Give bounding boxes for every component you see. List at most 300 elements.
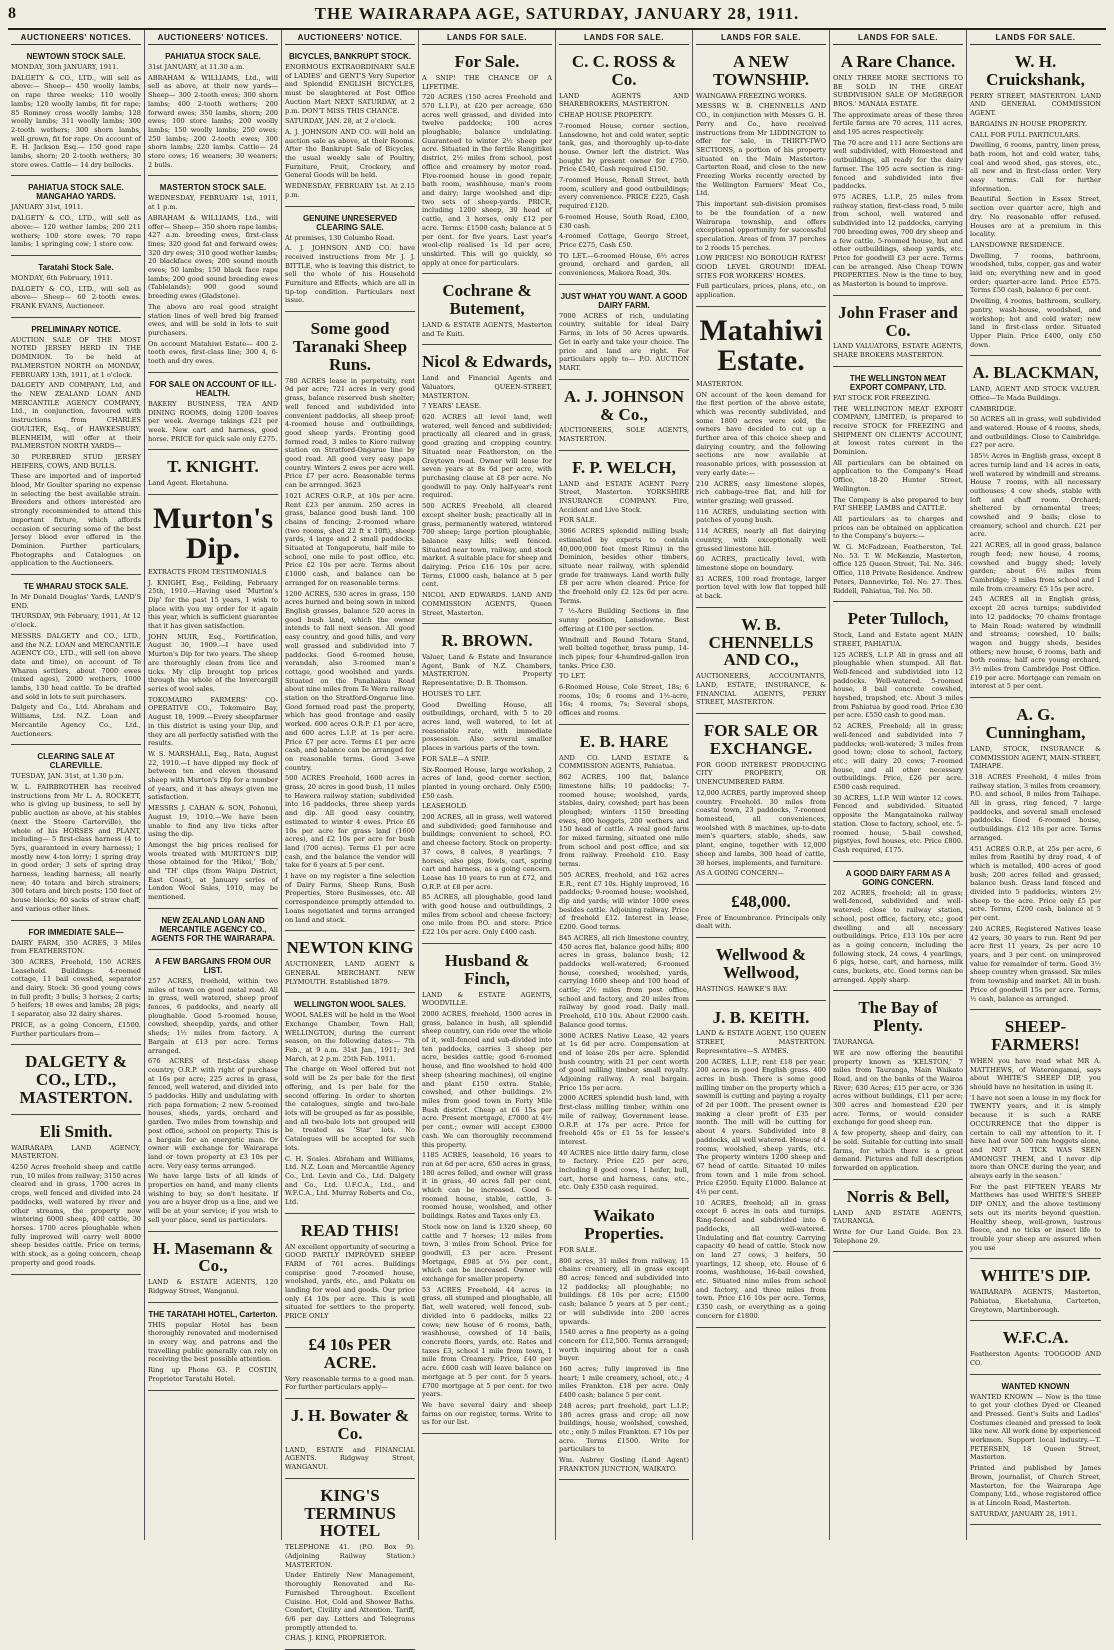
ad-text: AUCTIONEER, LAND AGENT & GENERAL MERCHANT. NEW PLYMOUTH. Established 1879.	[285, 960, 415, 986]
ad-text: WHEN you have read what MR A. MATTHEWS, of Waterongamai, says about WHITE'S SHEEP DIP, you should have no hesitation in using it.	[970, 1056, 1101, 1091]
ad-text: FOR SALE.	[559, 1245, 597, 1254]
ad-title: W. H. Cruickshank,	[986, 52, 1085, 89]
advertisement	[11, 321, 141, 575]
advertisement	[11, 748, 141, 920]
ad-text: 40 ACRES nice little dairy farm, close to factory. Price £25 per acre, including 8 good cows, 1 heifer, bull, cart, horse and harness, cans, etc., etc. Only £350 cash required.	[559, 1148, 689, 1192]
ad-text: LAND, AGENT AND STOCK VALUER. Office—Te Mada Buildings.	[970, 385, 1101, 402]
ad-text: HASTINGS. HAWKE'S BAY.	[696, 984, 788, 993]
ad-text: Windmill and Round Totara Stand, well bolted together, brass pump, 14-inch pipes; four 4-hundred-gallon iron tanks. Price £30.	[559, 635, 689, 670]
advertisement	[559, 48, 689, 285]
ad-text: 620 ACRES all level land, well watered, well fenced and subdivided; practically all cleared and in grass, good grazing and cropping country. Situated near Featherston, on the Greytown road. Owner will lease for seven years at 8s 6d per acre, with purchasing clause at £8 per acre. No goodwill to pay. Only half-year's rent required.	[422, 413, 552, 500]
ad-title: John Fraser and Co.	[838, 302, 958, 340]
advertisement	[696, 1004, 826, 1328]
ad-text: 2000 ACRES splendid bush land, with first-class milling timber, within one mile of railway, Government lease. O.R.P. at 17s per acre. Price for freehold 45s or £1 5s for lessee's interest.	[559, 1094, 689, 1146]
advertisement	[833, 1183, 963, 1253]
ad-text: FOR SALE.	[559, 516, 597, 525]
ad-title: Peter Tulloch,	[847, 609, 949, 629]
ad-text: TAURANGA.	[833, 1038, 875, 1047]
advertisement	[11, 48, 141, 176]
ad-title: Murton's Dip.	[153, 501, 273, 565]
ad-text: THE WELLINGTON MEAT EXPORT COMPANY, LIMITED, is prepared to receive STOCK for FREEZING and SHIPMENT ON CLIENTS' ACCOUNT, at lowest rates current in the Dominion.	[833, 404, 963, 457]
ad-text: 200 ACRES, L.I.P., rent £18 per year. 200 acres in good English grass. 400 acres in bush. There is some good milling timber on the property which a sawmill is cutting and paying a royalty of 2d per 100ft. The present owner is making a clear profit of £35 per month. The mill will be cutting for about 4 years. Subdivided into 8 paddocks, all well watered. House of 4 rooms, woolshed, sheep yards, etc. The property winters 1200 sheep and 67 head of cattle. Situated 10 miles from town and 1 mile from school. Price £2950. Equity £1000. Balance at 4½ per cent.	[696, 1057, 826, 1197]
ad-title: Eli Smith.	[39, 1121, 113, 1141]
ad-text: 2000 ACRES, freehold, 1500 acres in grass, balance in bush, all splendid sheep country, can ride over the whole of it, well-fenced and sub-divided into ten paddocks, carries 3 sheep per acre, besides cattle; good 6-roomed house, and fine woolshed to hold 400 sheep (shearing machines), oil engine and plant £150 extra. Stable, cowshed, and other buildings. 2½ miles from good town in Forty Mile Bush district. Cheap at £6 15s per acre. Present mortgage, £7000 at 4½ per cent.; owner will accept £3000 cash. We can thoroughly recommend this property.	[422, 1009, 552, 1149]
advertisement	[148, 179, 278, 372]
ad-text: LAND & ESTATE AGENT, 150 QUEEN STREET, MASTERTON. Representative—S. AYMES.	[696, 1029, 826, 1055]
ad-text: 7 ½-Acre Building Sections in fine sunny position, Lansdowne. Best offering at £100 per section.	[559, 607, 689, 633]
ad-text: J. KNIGHT, Esq., Feilding, February 25th, 1910.—Having used 'Murton's Dip' for the past 15 years, I wish to place with you my order for it again this year, which is sufficient guarantee that it has given satisfaction.	[148, 578, 278, 631]
advertisement	[559, 288, 689, 380]
ad-text: 500 ACRES Freehold, all cleared except shelter bush; practically all in grass, permanently watered, wintered 700 sheep; large portion ploughable, balance easy hills; well fenced. Situated near town, railway, and stock market. A suitable place for sheep and dairying. Price £16 10s per acre. Terms, £1000 cash, balance at 5 per cent.	[422, 502, 552, 589]
advertisement	[285, 315, 415, 931]
ad-text: TO LET.	[559, 672, 586, 681]
ad-text: 53 ACRES Freehold, 44 acres in grass, all stumped and ploughable, all flat, well watered, well fenced, sub-divided into 6 paddocks, milks 22 cows; new house of 6 rooms, bath, washhouse, cowshed of 14 bails, concrete floors, yards, etc. Rates and taxes £3, school 1 mile from town, 1 mile from Creamery. Price, £40 per acre. £600 cash will leave balance on mortgage at 5 per cent. for 5 years. £700 mortgage at 5 per cent. for two years.	[422, 1285, 552, 1399]
ad-text: DAIRY FARM, 350 ACRES, 3 Miles from FEATHERSTON.	[11, 938, 141, 956]
advertisement	[696, 941, 826, 1000]
ad-text: 240 ACRES, Registered Natives lease 42 years, 30 years to run. Rent 9d per acre first 11 years, 2s per acre 10 years, and 3 per cent. on unimproved value for remainder of term. Good 3½ sheep country when grassed. Six miles from township and market. All in bush. Price of goodwill 15s per acre. Terms, ½ cash, balance as arranged.	[970, 924, 1101, 1003]
ad-text: TELEPHONE 41. (P.O. Box 9). (Adjoining Railway Station.) MASTERTON.	[285, 1543, 415, 1569]
advertisement	[696, 888, 826, 938]
column-3	[282, 30, 419, 1643]
ad-text: Land and Financial Agents and Valuators, QUEEN-STREET, MASTERTON.	[422, 374, 552, 400]
ad-text: At premises, 130 Columbo Road.	[285, 233, 395, 242]
ad-text: WANTED KNOWN — Now is the time to get your clothes Dyed or Cleaned and Pressed. Gent's Suits and Ladies' Costumes cleaned and pressed to look like new. All work done by experienced workmen. Support local industry.—T. PETERSEN, 18 Queen Street, Masterton.	[970, 1392, 1101, 1462]
ad-title: TE WHARAU STOCK SALE.	[23, 582, 129, 592]
ad-text: DALGETY & CO., LTD., will sell as above:— 120 wether lambs; 200 211 wethers; 100 store ewes; 70 rape lambs; 1 springing cow; 1 store cow.	[11, 214, 141, 249]
advertisement	[148, 498, 278, 909]
ad-text: Write for Our Land Guide. Box 23. Telephone 29.	[833, 1227, 963, 1245]
ad-text: ABRAHAM & WILLIAMS, Ltd., will sell as above, at their new yards— Sheep— 300 2-tooth ewes; 300 shorn lambs; 400 2-tooth wethers; 200 forward ewes; 350 lambs, shorn; 200 ewes; 100 store lambs; 200 woolly lambs; 150 woolly lambs; 250 ewes; 250 lambs; 200 2-tooth ewes; 300 shorn lambs; 220 lambs. Cattle— 24 store cows; 16 weaners; 30 weaners; 2 bulls.	[148, 73, 278, 169]
ad-text: 3066 ACRES splendid milling bush; estimated by experts to contain 40,000,000 feet (most Rimu) in the Dominion, besides other timbers, situate near railway, with splendid grade for tramways. Land worth fully £8 per acre when cleared. Price for the freehold only £2 12s 6d per acre. Terms.	[559, 527, 689, 605]
ad-text: Printed and published by James Brown, journalist, of Church Street, Masterton, for the Wairarapa Age Company, Ltd., whose registered office is at Lincoln Road, Masterton.	[970, 1464, 1101, 1507]
ad-text: 676 ACRES of first-class sheep country, O.R.P. with right of purchase at 16s per acre; 225 acres in grass, fenced, well watered, and divided into 5 paddocks. Hilly and undulating with rich papa formation; 2 new 5-roomed houses, sheds, yards, orchard and garden. Two miles from township and post office, school on property. This is a bargain for an energetic man. Or owner will exchange for Wairarapa land or town property at £3 10s per acre. Very easy terms arranged.	[148, 1057, 278, 1170]
column-header: LANDS FOR SALE.	[833, 30, 963, 45]
advertisement	[970, 1013, 1101, 1259]
ad-text: 7-roomed House, corner section, Lansdowne, hot and cold water, septic tank, gas, and thoroughly up-to-date house. Owner left the district. Was bought by present owner for £750. Price £540, Cash required £150.	[559, 121, 689, 174]
ad-text: WE are now offering the beautiful property known as 'KELSTON,' 7 miles from Tauranga, Main Waikato Road, and on the banks of the Wairoa River; 630 Acres; £15 per acre, or 336 acres without buildings, £11 per acre; 300 acres and homestead £20 per acre. Terms, or would consider exchange for good sheep run.	[833, 1048, 963, 1127]
ad-title: NEWTOWN STOCK SALE.	[26, 52, 126, 61]
ad-text: AUCTIONEERS, SOLE AGENTS, MASTERTON.	[559, 426, 689, 444]
advertisement	[696, 310, 826, 608]
ad-title: Matahiwi Estate.	[699, 313, 823, 377]
ad-text: 200 ACRES, all in grass, well watered and subdivided; good farmhouse and buildings; convenient to school, P.O. and cheese factory. Stock on property: 37 cows, 8 calves, 8 yearlings, 7 horses, also pigs, fowls, cart, spring cart and harness, as a going concern. Lease has 10 years to run at £72, and O.R.P. at £8 per acre.	[422, 813, 552, 891]
ad-text: TUESDAY, JAN. 31st, at 1.30 p.m.	[11, 772, 124, 781]
ad-text: Dwelling, 6 rooms, pantry, linen press, bath room, hot and cold water, tubs, coal and wood shed, gas stoves, etc., all new and in first-class order. Very easy terms. Call for further information.	[970, 141, 1101, 193]
ad-text: BAKERY BUSINESS, TEA AND DINING ROOMS, doing 1200 loaves per week. Average takings £21 per week. New cart and harness, good horse. PRICE for quick sale only £275.	[148, 399, 278, 443]
ad-text: LEASEHOLD.	[422, 802, 468, 811]
ad-text: 125 ACRES, L.I.P. All in grass and all ploughable when stumped. All flat. Well-fenced and subdivided into 12 paddocks. Well-watered. 5-roomed house, 8 bail concrete cowshed, hayshed, trapshed, etc. About 3 miles from Pahiatua by good road. Price £30 per acre. £550 cash to good man.	[833, 650, 963, 720]
advertisement	[422, 348, 552, 624]
ad-text: TOKOMAIRO FARMERS' CO-OPERATIVE CO., Tokomairo Bay, August 18, 1909.—Every sheepfarmer in this district is using your Dip, and they are all perfectly satisfied with the results.	[148, 695, 278, 748]
ad-text: FAT STOCK FOR FREEZING.	[833, 393, 931, 402]
ad-text: WAINGAWA FREEZING WORKS.	[696, 91, 807, 100]
ad-text: BARGAINS IN HOUSE PROPERTY.	[970, 119, 1088, 128]
column-8	[967, 30, 1104, 1540]
ad-text: 248 acres; part freehold, part L.I.P.; 180 acres grass and crop; all now buildings, house, woolshed, cowshed, etc.; only 5 miles Frankton. £7 10s per acre. Terms £1500. Write for particulars to	[559, 1401, 689, 1454]
advertisement	[970, 701, 1101, 1010]
ad-title: FOR SALE ON ACCOUNT OF ILL-HEALTH.	[149, 379, 277, 398]
ad-text: Under Entirely New Management, thoroughly Renovated and Re-Furnished Throughout. Excellent Cuisine. Hot, Cold and Shower Baths. Comfort, Civility and Attention. Tariff, 6/6 per day. Letters and Telegrams promptly attended to.	[285, 1571, 415, 1632]
ad-title: W.F.C.A.	[1002, 1328, 1069, 1348]
ad-title: BICYCLES, BANKRUPT STOCK.	[288, 52, 412, 61]
ad-text: WAIRARAPA AGENTS, Masterton, Pahiatua, Eketahuna, Carterton, Greytown, Martinborough.	[970, 1288, 1101, 1314]
ad-title: A FEW BARGAINS FROM OUR LIST.	[154, 956, 272, 975]
advertisement	[970, 1262, 1101, 1321]
ad-text: WAIRARAPA LAND AGENCY, MASTERTON.	[11, 1143, 141, 1161]
ad-text: PRICE, as a going Concern, £1500. Further particulars from—	[11, 1020, 141, 1038]
advertisement	[148, 1235, 278, 1303]
page-number: 8	[8, 5, 16, 22]
advertisement	[11, 179, 141, 256]
ad-text: 451 ACRES O.R.P., at 25s per acre, 6 miles from Raetihi by dray road, 4 of which is metalled, 400 acres of good bush; 200 acres felled and grassed, balance bush. Grass land fenced and divided into 5 paddocks, winters 2½ sheep to the acre. Price only £5 per acre. Terms, £200 cash, balance at 5 per cent.	[970, 844, 1101, 923]
ad-text: PERRY STREET, MASTERTON. LAND AND GENERAL COMMISSION AGENT.	[970, 91, 1101, 118]
ad-title: A. BLACKMAN,	[972, 363, 1099, 383]
ad-text: ENORMOUS EXTRAORDINARY SALE of LADIES' and GENT'S Very Superior and Splendid ENGLISH BICYCLES, must be slaughtered at Post Office Auction Mart NEXT SATURDAY, at 2 p.m. DON'T MISS THIS CHANCE.	[285, 63, 415, 115]
ad-title: Wellwood & Wellwood,	[715, 945, 807, 982]
ad-title: For Sale.	[454, 52, 520, 71]
columns	[8, 30, 1106, 1643]
ad-text: LAND & ESTATE AGENTS, Masterton and Te Kuiti.	[422, 321, 552, 338]
ad-text: On account Matahiwi Estate— 400 2-tooth ewes, first-class line; 300 4, 6-tooth and dry ewes.	[148, 339, 278, 366]
ad-text: EXTRACTS FROM TESTIMONIALS	[148, 567, 267, 576]
ad-text: 7-roomed House, Renall Street, bath room, scullery and good outbuildings; every convenience. PRICE £225, Cash required £120.	[559, 176, 689, 211]
ad-title: WANTED KNOWN	[1001, 1381, 1070, 1391]
ad-text: 318 ACRES Freehold, 4 miles from railway station, 3 miles from creamery, P.O. and school, 8 miles from Taihape. All in grass, ring fenced, 7 large paddocks, and several small enclosed paddocks. Good 6-roomed house, outbuildings. £12 10s per acre. Terms arranged.	[970, 772, 1101, 842]
ad-title: T. KNIGHT.	[167, 457, 259, 477]
column-header: LANDS FOR SALE.	[422, 30, 552, 45]
ad-title: C. C. ROSS & Co.	[571, 52, 677, 89]
ad-text: FOR SALE—A SNIP.	[422, 754, 490, 763]
ad-text: Good Dwelling House, all outbuildings, orchard, with 5 to 20 acres land, well watered, to let at reasonable rate, with immediate possession. Also several smaller places in various parts of the town.	[422, 700, 552, 753]
ad-title: Some good Taranaki Sheep Runs.	[292, 319, 408, 374]
column-header: AUCTIONEERS' NOTICE.	[285, 30, 415, 45]
ad-text: 81 ACRES, 100 road frontage, larger portion level with low flat topped hill at back.	[696, 574, 826, 601]
ad-text: 6-Roomed House, Cole Street, 18s; 6 rooms, 10s; 6 rooms and 1½-acre, 16s; 4 rooms, 7s; Several shops, offices and rooms.	[559, 683, 689, 718]
ad-text: 4250 Acres freehold sheep and cattle run, 10 miles from railway; 3150 acres cleared and in grass, 1700 acres in crops, well fenced and divided into 24 paddocks, well watered by river and other streams, the property now wintering 6000 sheep, 400 cattle, 30 horses. 1700 acres ploughable when fully improved will carry well 8000 sheep besides cattle. Price on terms, with stock, as a going concern, cheap property and good roads.	[11, 1163, 141, 1267]
newspaper-title: THE WAIRARAPA AGE, SATURDAY, JANUARY 28, 1911.	[314, 4, 800, 23]
masthead	[8, 0, 1106, 30]
ad-text: Land Agent. Eketahuna.	[148, 479, 229, 488]
ad-text: LANSDOWNE RESIDENCE.	[970, 240, 1065, 249]
ad-text: Very reasonable terms to a good man. For further particulars apply—	[285, 1374, 415, 1392]
ad-text: JANUARY 31st, 1911.	[11, 203, 83, 212]
ad-text: SATURDAY, JAN. 28, at 2 o'clock.	[285, 117, 397, 126]
ad-text: 780 ACRES lease in perpetuity, rent 9d per acre; 721 acres in very good grass, balance reserved bush shelter; well fenced and subdivided into convenient paddocks, all sheep proof; 4-roomed house and outbuildings, good sheep yards. Fronting good formed road, 3 miles to Kiore railway station on Stratford-Ongarue line by good road. All good very easy papa country. Winters 2 ewes per acre well. Price £7 per acre. Reasonable terms can be arranged. 3623	[285, 376, 415, 490]
ad-text: A SNIP! THE CHANCE OF A LIFETIME.	[422, 73, 552, 91]
ad-title: £48,000.	[731, 891, 791, 911]
column-1	[8, 30, 145, 1540]
ad-text: We have several dairy and sheep farms on our register, terms. Write to us for our list.	[422, 1400, 552, 1427]
ad-text: 720 ACRES (150 acres Freehold and 570 L.I.P.), at £20 per acreage, 650 acres well grassed, and divided into twelve paddocks; 100 acres ploughable; balance undulating. Guaranteed to winter 2½ sheep per acre. Situated in the fertile Rangitikei district, 2½ miles from school, post office and creamery by motor road. Five-roomed house in good repair, bath room, washhouse, man's room and dairy; large woolshed and dip; two sets of sheep-yards. PRICE, including 1200 sheep, 30 head of cattle, and 3 horses, only £12 per acre. Terms: £1500 cash; balance at 5 per cent. for five years. Last year's wool-clip realised 1s 1d per acre, unskirted. This will go quickly, so apply at once for particulars.	[422, 93, 552, 267]
column-header: LANDS FOR SALE.	[559, 30, 689, 45]
advertisement	[970, 1378, 1101, 1526]
ad-title: THE TARATAHI HOTEL, Carterton.	[148, 1309, 278, 1319]
ad-text: Dalgety and Co., Ltd. Abraham and Williams, Ltd. N.Z. Loan and Mercantile Agency Co., Ltd., Auctioneers.	[11, 703, 141, 738]
ad-text: 4-roomed Cottage, George Street, Price £275, Cash £50.	[559, 232, 689, 249]
ad-text: LAND, STOCK, INSURANCE & COMMISSION AGENT, MAIN-STREET, TAIHAPE.	[970, 744, 1101, 771]
ad-text: 210 ACRES, easy limestone slopes, rich cabbage-tree flat, and hill for winter grazing; well grassed.	[696, 479, 826, 505]
ad-text: 3000 ACRES Native Lease, 42 years at 1s 6d per acre. Compensation at end of lease 20s per acre. Splendid bush country, with 21 per cent worth of good milling timber, small royalty. Adjoining railway. A real bargain. Price 15s per acre.	[559, 1031, 689, 1092]
ad-text: W. G. McFadzean, Featherston, Tel. No. 53. T. W. McKenzie, Masterton, office 125 Queen Street, Tel. No. 346. Office, 118 Private Residence. Andrew Peters, Dannevirke, Tel. No. 27. Thos. Riddell, Pahiatua, Tel. No. 50.	[833, 543, 963, 595]
ad-text: MESSRS DALGETY and CO., LTD., and the N.Z. LOAN and MERCANTILE AGENCY CO., LTD., will sell (on above date and time), on account of Te Wharau settlers, about 7000 ewes (mixed ages), 2000 wethers, 1000 lambs, 130 head cattle. To be drafted and sold in lots to suit purchasers.	[11, 631, 141, 701]
advertisement	[285, 1217, 415, 1328]
ad-text: LAND & ESTATE AGENTS, 120 Ridgway Street, Wanganui.	[148, 1278, 278, 1295]
advertisement	[11, 1118, 141, 1275]
advertisement	[559, 728, 689, 1199]
advertisement	[148, 376, 278, 451]
column-7	[830, 30, 967, 1540]
ad-text: Wm. Aubrey Gosling (Land Agent) FRANKTON JUNCTION, WAIKATO.	[559, 1456, 689, 1473]
ad-text: SATURDAY, JANUARY 28, 1911.	[970, 1509, 1078, 1518]
advertisement	[833, 48, 963, 296]
ad-title: A. J. JOHNSON & Co.,	[564, 386, 684, 424]
advertisement	[833, 299, 963, 367]
advertisement	[285, 1331, 415, 1399]
ad-text: Full particulars, prices, plans, etc., on application.	[696, 282, 826, 300]
ad-text: 185½ Acres in English grass, except 8 acres turnip land and 14 acres in oats, well watered by windmill and streams. House 7 rooms, with all necessary outhouses; 4 cow sheds, stable with loft and chaff room. Orchard; sheltered by ornamental trees; cowshed and 9 bails; close to creamery, school and church. £21 per acre.	[970, 452, 1101, 539]
ad-title: J. H. Bowater & Co.	[290, 1405, 410, 1443]
ad-title: MASTERTON STOCK SALE.	[159, 183, 267, 193]
ad-text: LAND AGENTS AND SHAREBROKERS, MASTERTON.	[559, 91, 689, 109]
ad-title: E. B. HARE	[579, 731, 669, 751]
ad-text: 500 ACRES Freehold, 1600 acres in grass, 20 acres in good bush, 11 miles to Hawera railway station; subdivided into 16 paddocks, three sheep yards and dip. All good easy country, estimated to winter 4 ewes. Price £6 10s per acre for grass land (1600 acres), and £2 10s per acre for bush land (700 acres). Terms £1 per acre cash, and the balance the vendor will take for 6 years at 5 per cent.	[285, 774, 415, 870]
ad-text: 1200 ACRES, 530 acres in grass, 150 acres burned and being sown in mixed English grasses, balance 520 acres in good bush land, which the owner intends to fall next season. All good easy country, and good hills, and very well grassed and subdivided into 7 paddocks. Good 6-roomed house, verandah, also 3-roomed man's cottage, good woolshed and yards. Situated on the Punahakau Road about nine miles from Te Wera railway station on the Stratford-Ongarue line. Good formed road past the property, which has good frontage and easily worked. 600 acres O.R.P. £1 per acre, and 600 acres L.I.P. at 1s per acre. Price £7 per acre. Terms £1 per acre cash, and balance can be arranged for on reasonable terms. Good 3-ewe country.	[285, 589, 415, 772]
ad-text: Stock now on land is 1320 sheep, 60 cattle and 7 horses; 12 miles from town, 3 miles from School. Price for goodwill, £3 per acre. Present Mortgage, £985 at 5¼ per cent., which can be increased. Owner will exchange for smaller property.	[422, 1222, 552, 1284]
advertisement	[833, 370, 963, 602]
advertisement	[696, 611, 826, 714]
ad-text: All particulars can be obtained on application to the Company's Head Office, 18-20 Hunter Street, Wellington.	[833, 458, 963, 493]
column-2	[145, 30, 282, 1540]
ad-text: 60 ACRES, practically level, with limestone slope on boundary.	[696, 555, 826, 572]
ad-text: 202 ACRES, freehold; all in grass; well-fenced, subdivided and well-watered; close to railway station, school, post office, factory, etc.; good dwelling and all necessary outbuildings. Price, £13 10s per acre as a going concern, including the following stock, 24 cows, 4 yearlings, 6 pigs, horse, cart, and harness, milk cans, buckets, etc. Good terms can be arranged. Apply sharp.	[833, 888, 963, 984]
ad-text: 1021 ACRES O.R.P., at 10s per acre. Rent £23 per annum. 250 acres in grass, balance good bush land. 100 chains of fencing; 2-roomed whare (two rooms, shed 22 ft x 10ft), sheep yards, 4 large and 2 small paddocks. Situated at Tongaporutu, half mile to school, one mile to post office, etc. Price £2 10s per acre. Terms about £1000 cash, and balance can be arranged for on reasonable terms.	[285, 491, 415, 587]
advertisement	[970, 48, 1101, 356]
ad-title: SHEEP-FARMERS!	[991, 1017, 1080, 1055]
ad-text: AUCTION SALE OF THE MOST NOTED JERSEY HERD IN THE DOMINION. To be held at PALMERSTON NORTH on MONDAY, FEBRUARY 13th, 1911, at 1 o'clock.	[11, 335, 141, 379]
ad-title: Nicol & Edwards,	[422, 352, 552, 372]
column-5	[556, 30, 693, 1540]
ad-text: 160 acres; fully improved in fine heart; 1 mile creamery, school, etc.; 4 miles Frankton. £18 per acre. Only £400 cash; balance 5 per cent.	[559, 1365, 689, 1400]
ad-title: W. B. CHENNELLS AND CO.,	[708, 614, 814, 670]
ad-title: THE WELLINGTON MEAT EXPORT COMPANY, LTD.	[849, 373, 947, 392]
advertisement	[422, 627, 552, 944]
ad-text: 7 YEARS' LEASE.	[422, 402, 481, 411]
ad-title: A NEW TOWNSHIP.	[713, 52, 809, 89]
ad-title: £4 10s PER ACRE.	[308, 1334, 392, 1372]
ad-title: PAHIATUA STOCK SALE.	[165, 52, 261, 61]
ad-text: DALGETY & CO., LTD., will sell as above:— Sheep— 450 woolly lambs, on rape three weeks; 110 woolly lambs; 120 woolly lambs, fit for rape; 85 Romney cross woolly lambs; 128 woolly lambs; 311 woolly lambs; 300 2-tooth wethers; 300 shorn lambs, well grown, fit for rape. On account of E. H. Jackson Esq.— 150 good rape lambs, shorn; 20 2-tooth wethers; 30 store ewes. Cattle— 14 dry bullocks.	[11, 73, 141, 169]
advertisement	[559, 383, 689, 451]
ad-text: DALGETY & CO., LTD., will sell as above— Sheep— 60 2-tooth ewes. FRANK EVANS, Auctioneer.	[11, 284, 141, 311]
ad-text: CHAS. J. KING, PROPRIETOR.	[285, 1634, 387, 1643]
ad-text: 975 ACRES, L.I.P., 25 miles from railway station, first-class road, 5 mile from school, well watered and subdivided into 12 paddocks, carrying 700 breeding ewes, 700 dry sheep and a few cattle. 5-roomed house, hut and other outbuildings, sheep yards, etc. Price for goodwill £3 per acre. Terms can be arranged. Also Cheap TOWN PROPERTIES. Now is the time to buy, as Masterton is bound to improve.	[833, 192, 963, 289]
ad-text: W. L. FAIRBROTHER has received instructions from Mr L. A. ROCKETT, who is giving up business, to sell by public auction as above, at his stables (next the Steere Carterville), the whole of his HORSES and PLANT, including— 5 first-class harness (4 to 5yrs, guaranteed in every harness); 1 mostly new 4-ton lorry; 1 spring dray in good order; 3 sets of spring dray harness, leading harness, all nearly new; 40 totara and birch strainers; 300 totara and birch posts; 150 feet of house blocks; 60 sacks of straw chaff, and various other lines.	[11, 783, 141, 913]
ad-title: Waikato Properties.	[584, 1206, 664, 1244]
advertisement	[148, 48, 278, 176]
ad-text: 221 ACRES, all in good grass, balance rough feed; new house, 4 rooms, cowshed and buggy shed; lovely garden; about 6½ miles from Cambridge; 3 miles from school and 1 mile from creamery. £5 15s per acre.	[970, 541, 1101, 593]
advertisement	[833, 865, 963, 992]
ad-title: A Rare Chance.	[840, 52, 956, 71]
ad-text: 85 ACRES, all ploughable, good land with good house and outbuildings, 2 miles from school and cheese factory; one mile from P.O. and store. Price £22 10s per acre. Only £400 cash.	[422, 893, 552, 937]
ad-title: Norris & Bell,	[846, 1186, 950, 1206]
ad-title: CLEARING SALE AT CLAREVILLE.	[37, 752, 115, 771]
ad-text: 6-roomed House, South Road, £300, £30 cash.	[559, 212, 689, 230]
advertisement	[148, 953, 278, 1232]
column-header: AUCTIONEERS' NOTICES.	[11, 30, 141, 45]
ad-text: MONDAY, 30th JANUARY, 1911.	[11, 63, 119, 71]
ad-title: FOR SALE OR EXCHANGE.	[703, 721, 819, 758]
ad-text: 31st JANUARY, at 11.30 a.m.	[148, 63, 245, 71]
ad-title: R. BROWN.	[441, 631, 533, 651]
advertisement	[285, 48, 415, 207]
ad-text: MONDAY, 6th February, 1911.	[11, 273, 113, 282]
ad-text: HOUSES TO LET.	[422, 689, 482, 698]
ad-text: Featherston Agents: TOOGOOD AND CO.	[970, 1350, 1101, 1367]
ad-text: CAMBRIDGE.	[970, 404, 1017, 413]
ad-text: JOHN MUIR, Esq., Fortification, August 30, 1909.—I have used Murton's Dip for two years. The sheep are thoroughly clean from lice and ticks. My clip brought top prices through the whole of the Invercargill series of wool sales.	[148, 632, 278, 693]
ad-text: 50 ACRES all in grass, well subdivided and watered. House of 4 rooms, sheds, and outbuildings. Close to Cambridge. £27 per acre.	[970, 415, 1101, 450]
ad-text: TO LET.—6-roomed House, 6½ acres ground, orchard and garden, all conveniences, Makora Road, 30s.	[559, 251, 689, 278]
ad-text: A. J. JOHNSON AND CO. will hold an auction sale as above, at their Rooms. After the Bankrupt Sale of Bicycles, the usual weekly sale of Poultry, Furniture, Fruit, Crockery, and General Goods will be held.	[285, 127, 415, 180]
advertisement	[970, 1324, 1101, 1374]
advertisement	[285, 934, 415, 993]
column-4	[419, 30, 556, 1540]
ad-text: 257 ACRES, freehold, within two miles of town on good metal road. All in grass, well watered, sheep proof fences, 6 paddocks, and nearly all ploughable. Good 5-roomed house, cowshed, sheepdip, yards, and other sheds; 1½ miles from factory. A Bargain at £13 per acre. Terms arranged.	[148, 976, 278, 1055]
ad-title: FOR IMMEDIATE SALE—	[28, 927, 124, 937]
ad-text: 862 ACRES, 100 flat, balance limestone hills; 10 paddocks; 7-roomed house; woolshed, yards, stables, dairy, cowshed; part has been ploughed; winters 1150 breeding ewes, 800 hoggets, 200 wethers and 150 head of cattle. A real good farm for mixed farming, situated one mile from school and post office, and six from railway. Freehold £10. Easy terms.	[559, 773, 689, 869]
ad-text: 1185 ACRES, leasehold, 16 years to run at 6d per acre, 650 acres in grass, 180 acres felled, and owner will grass it in grass, 40 acres fall per cent, which can be increased. Good 6-roomed house, stable, cattle, 3-roomed house, woolshed, and other buildings. Rates and Taxes only £3.	[422, 1151, 552, 1221]
ad-text: THIS popular Hotel has been thoroughly renovated and modernised in every way, and patrons and the travelling public generally can rely on receiving the best possible attention.	[148, 1320, 278, 1364]
advertisement	[696, 717, 826, 885]
ad-title: Cochrane & Butement,	[442, 281, 532, 319]
ad-text: In Mr Donald Douglas' Yards, LAND'S END.	[11, 593, 141, 610]
ad-text: A few property, sheep and dairy, can be sold. Suitable for cutting into small farms, for which there is a great demand. Pictures and full description forwarded on application.	[833, 1129, 963, 1172]
ad-text: LAND VALUATORS, ESTATE AGENTS, SHARE BROKERS MASTERTON.	[833, 342, 963, 360]
ad-title: J. B. KEITH.	[712, 1007, 810, 1027]
ad-text: I have on my register a fine selection of Dairy Farms, Sheep Runs, Bush Properties, Store Businesses, etc. All correspondence promptly attended to. Loans negotiated and terms arranged on land and stock.	[285, 872, 415, 924]
ad-text: 30 ACRES, L.I.P. Will winter 12 cows. Fenced and subdivided. Situated opposite the Mangatainoka railway station. Close to factory, school, etc. 5-roomed house, 5-bail cowshed, pigstyes, fowl houses, etc. Price £800. Cash required, £175.	[833, 793, 963, 854]
ad-title: NEW ZEALAND LOAN AND MERCANTILE AGENCY CO., AGENTS FOR THE WAIRARAPA.	[151, 915, 275, 943]
ad-title: WELLINGTON WOOL SALES.	[294, 1000, 406, 1010]
ad-text: WEDNESDAY, FEBRUARY 1st, 1911, at 1 p.m.	[148, 194, 278, 212]
advertisement	[970, 359, 1101, 698]
advertisement	[11, 1048, 141, 1115]
ad-text: CHEAP HOUSE PROPERTY.	[559, 111, 653, 120]
ad-text: MESSRS W. B. CHENNELLS AND CO., in conjunction with Messrs G. H. Perry and Co., have received instructions from Mr LIDDINGTON to offer for sale, in THIRTY-TWO SECTIONS, a portion of his property situated on the Main Masterton-Carterton Road, and close to the new Freezing Works recently erected by the Wellington Farmers' Meat Co., Ltd.	[696, 102, 826, 198]
ad-title: READ THIS!	[300, 1220, 400, 1240]
ad-text: AUCTIONEERS, ACCOUNTANTS, LAND, ESTATE, INSURANCE, & FINANCIAL AGENTS, PERRY STREET, MASTERTON.	[696, 672, 826, 707]
ad-text: 800 acres, 31 miles from railway, 15 chains creamery, all in grass except 80 acres; fenced and subdivided into 12 paddocks; all ploughable; no buildings. £8 10s per acre; £1500 cash; balance 5 years at 5 per cent.; or will subdivide into 200 acres upwards.	[559, 1256, 689, 1326]
ad-text: ABRAHAM & WILLIAMS, Ltd., will offer— Sheep— 350 shorn rape lambs; 427 a.m. breeding ewes, first-class lines; 320 good fat and forward ewes; 320 dry ewes; 310 good wether lambs; 20 blackface ewes; 200 sound mouth ewes; 50 lambs; 150 black face rape lambs; 200 good sound breeding ewes (Tablelands); 900 good sound breeding ewes (Gladstone).	[148, 213, 278, 301]
ad-text: MASTERTON.	[696, 379, 744, 388]
ad-text: LAND & ESTATE AGENTS, WOODVILLE.	[422, 990, 552, 1008]
ad-text: C. H. Scales. Abraham and Williams, Ltd. N.Z. Loan and Mercantile Agency Co., Ltd. Levin and Co., Ltd. Dalgety and Co., Ltd. U.F.C.A., Ltd., and W.F.C.A., Ltd. Murray Roberts and Co., Ltd.	[285, 1154, 415, 1207]
ad-text: 114 ACRES, nearly all flat dairying country, with exceptionally well grassed limestone hill.	[696, 527, 826, 553]
ad-text: A. J. JOHNSON AND CO. have received instructions from Mr J. J. BITTLE, who is leaving this district, to sell the whole of his Household Furniture and Effects, which are all in tip-top condition. Particulars next issue.	[285, 244, 415, 305]
ad-text: WOOL SALES will be held in the Wool Exchange Chamber, Town Hall, WELLINGTON, during the current season, on the following dates:— 7th Feb., at 9 a.m. 31st Jan., 1911; 3rd March, at 2 p.m. 25th Feb. 1911.	[285, 1011, 415, 1063]
ad-text: Amongst the big prices realised for wools treated with MURTON'S DIP, those obtained for the 'Hikoi,' 'Bob,' and 'TH' clips (from Waipu District, East Coast), at January series of London Wool Sales, 1910, may be mentioned.	[148, 840, 278, 902]
ad-text: The Company is also prepared to buy FAT SHEEP, LAMBS and CATTLE.	[833, 495, 963, 513]
ad-text: ONLY THREE MORE SECTIONS TO BE SOLD IN THE GREAT SUBDIVISION SALE OF McGREGOR BROS.' MANAIA ESTATE.	[833, 73, 963, 108]
advertisement	[285, 996, 415, 1213]
ad-title: PAHIATUA STOCK SALE. MANGAHAO YARDS.	[28, 183, 124, 202]
ad-text: LAND, ESTATE and FINANCIAL AGENTS. Ridgway Street, WANGANUI.	[285, 1445, 415, 1472]
column-header: LANDS FOR SALE.	[970, 30, 1101, 45]
ad-text: 116 ACRES, undulating section with patches of young bush.	[696, 507, 826, 525]
ad-text: FOR GOOD INTEREST PRODUCING CITY PROPERTY, OR UNENCUMBERED FARM.	[696, 760, 826, 787]
ad-text: 845 ACRES, all rich limestone country, 450 acres flat, balance good hills; 800 acres in grass, balance bush; 12 paddocks well-watered; 6-roomed house, cowshed, woolshed, yards, carrying 1600 sheep and 100 head of cattle; 2½ miles from post office, school and factory, and 20 miles from railway by good road. Daily mail. Freehold, £10 10s. About £2000 cash. Balance good terms.	[559, 933, 689, 1029]
ad-text: DALGETY AND COMPANY, Ltd, and the NEW ZEALAND LOAN AND MERCANTILE AGENCY COMPANY, Ltd., in conjunction, favoured with instructions from CHARLES GOULTER, Esq., of HAWKESBURY, BLENHEIM, will offer at their PALMERSTON NORTH YARDS—	[11, 381, 141, 451]
advertisement	[148, 453, 278, 495]
ad-title: PRELIMINARY NOTICE.	[31, 324, 121, 334]
ad-text: 7000 ACRES of rich, undulating country, suitable for ideal Dairy Farms, in lots of 50 Acres upwards. Get in early and take your choice. The price and land are right. For particulars apply to— P.O. AUCTION MART.	[559, 311, 689, 372]
ad-text: Dwelling, 4 rooms, bathroom, scullery, pantry, wash-house, woodshed, and workshop; hot and cold water; new land in first-class order. Situated Upper Plain. Price £400, only £50 down.	[970, 297, 1101, 349]
ad-text: Ring up Phone 63. P. COSTIN, Proprietor Taratahi Hotel.	[148, 1366, 278, 1383]
ad-text: THURSDAY, 9th February, 1911, At 12 o'clock.	[11, 612, 141, 630]
advertisement	[422, 48, 552, 274]
ad-text: ON account of the keen demand for the first portion of the above estate, which was recently subdivided, and some 1800 acres were sold, the owners have decided to cut up a further area of this choice sheep and dairying country, and the following sections are now available at reasonable prices, with possession at very early date:—	[696, 390, 826, 477]
ad-text: LOW PRICES! NO BOROUGH RATES! GOOD LEVEL GROUND! IDEAL SITES FOR WORKERS' HOMES.	[696, 254, 826, 280]
ad-text: AS A GOING CONCERN—	[696, 869, 785, 878]
advertisement	[11, 259, 141, 318]
ad-title: WHITE'S DIP.	[980, 1266, 1091, 1286]
ad-title: H. Masemann & Co.,	[152, 1238, 274, 1276]
column-6	[693, 30, 830, 1540]
ad-title: DALGETY & CO., LTD., MASTERTON.	[19, 1052, 133, 1107]
ad-text: Dwelling, 7 rooms, bathroom, woodshed, tubs, copper, gas and water laid on; everything new and in good order; quarter-acre land. Price £575. Terms £50 cash, balance 6 per cent.	[970, 251, 1101, 295]
ad-text: Stock, Land and Estate agent MAIN STREET, PAHIATUA.	[833, 631, 963, 648]
ad-title: A GOOD DAIRY FARM AS A GOING CONCERN.	[845, 868, 951, 887]
advertisement	[422, 277, 552, 345]
ad-text: LAND AND ESTATE AGENTS, TAURANGA.	[833, 1208, 963, 1226]
advertisement	[696, 48, 826, 307]
column-header: AUCTIONEERS' NOTICES.	[148, 30, 278, 45]
ad-title: The Bay of Plenty.	[858, 998, 938, 1036]
advertisement	[285, 1402, 415, 1479]
ad-text: 505 ACRES, freehold, and 162 acres E.R., rent £7 10s. Highly improved, 16 paddocks; 9-roomed house; woolshed, dip and yards; will winter 1000 ewes besides cattle. Adjoining railway. Price of freehold £12. Interest in lease, £200. Good terms.	[559, 870, 689, 932]
ad-text: 'I have not seen a louse in my flock for TWENTY years, and it is simply because it is such a RARE OCCURRENCE that the dipper is certain to call my attention to it. I have had over 500 ram hoggets alone, and NOT A TICK WAS SEEN AMONGST THEM, and I never dip more than ONCE during the year, and always early in the season.'	[970, 1093, 1101, 1181]
ad-text: AND CO. LAND ESTATE & COMMISSION AGENTS, Pahiatua.	[559, 753, 689, 771]
ad-text: Valuer, Land & Estate and Insurance Agent, Bank of N.Z. Chambers, MASTERTON. Property Representative: D. B. Thomson.	[422, 653, 552, 688]
advertisement	[559, 1202, 689, 1480]
ad-title: NEWTON KING	[286, 938, 414, 958]
ad-title: F. P. WELCH,	[572, 457, 676, 477]
ad-text: 30 PUREBRED STUD JERSEY HEIFERS, COWS, AND BULLS.	[11, 452, 141, 470]
ad-text: These are imported and of imported blood, Mr Goulter sparing no expense in selecting the best available strain. Breeders and others interested are strongly recommended to attend this important fixture, which affords occasion of securing some of the best Jersey blood ever offered in the Dominion. Further particulars, Photographs and Catalogues on application to the Auctioneers.	[11, 472, 141, 568]
ad-text: Free of Encumbrance. Principals only dealt with.	[696, 913, 826, 931]
ad-title: Husband & Finch,	[444, 950, 530, 988]
ad-title: KING'S TERMINUS HOTEL	[304, 1485, 396, 1541]
advertisement	[285, 1482, 415, 1650]
ad-title: JUST WHAT YOU WANT. A GOOD DAIRY FARM.	[560, 291, 688, 310]
ad-text: The above are real good straight station lines of well bred big framed ewes, and will be sold in lots to suit purchasers.	[148, 302, 278, 337]
ad-text: 12,000 ACRES, partly improved sheep country. Freehold. 30 miles from coastal town, 23 paddocks, 7-roomed homestead, all conveniences, woolshed with 8 machines, up-to-date men's quarters, stable, sheds, saw plant, engine, together with 12,000 sheep and lambs, 300 head of cattle, 30 horses, implements, and furniture.	[696, 788, 826, 867]
ad-text: 10 ACRES, freehold; all in grass except 6 acres in oats and turnips. Ring-fenced and subdivided into 6 paddocks, all well-watered. Undulating and flat country. Carrying capacity 40 head of cattle. Stock now on land 27 cows, 3 heifers, 50 yearlings, 12 sheep, etc. House of 6 rooms, washhouse, 16-bail cowshed, etc. Situated nine miles from school and factory, and three miles from town. Price £16 10s per acre. Terms, £350 cash, or everything as a going concern for £1800.	[696, 1198, 826, 1320]
ad-text: This important sub-division promises to be the foundation of a new Wairarapa township, and offers exceptional opportunity for successful speculation. Areas of from 37 perches to 2 roods 15 perches.	[696, 200, 826, 252]
ad-text: 300 ACRES, Freehold, 150 ACRES Leasehold. Buildings: 4-roomed cottage, 11 bail cowshed, separator and dairy. Stock: 36 good young cows in full profit; 3 bulls; 3 horses; 2 carts; 5 heifers; 18 ewes and lambs; 28 pigs; 1 separator, also 32 dairy shares.	[11, 957, 141, 1019]
ad-text: We have large lists of all kinds of properties on hand, and many clients wishing to buy, so don't hesitate. If you are a buyer drop us a line, and we will be at your service; if you wish to sell your place, send us particulars.	[148, 1172, 278, 1224]
advertisement	[285, 210, 415, 313]
ad-text: The charge on Wool offered but not sold will be 2s per bale for the first offering, and 1s per bale for the second offering. In order to shorten the catalogues, single and two-bale lots will be grouped as far as possible, and all two-bale lots not grouped will be treated as 'Star' lots. No Catalogues will be accepted for such lots.	[285, 1065, 415, 1152]
advertisement	[11, 578, 141, 745]
ad-text: All particulars as to charges and prices can be obtained on application to the Company's buyers:—	[833, 514, 963, 541]
advertisement	[833, 605, 963, 861]
ad-text: 52 ACRES, Freehold; all in grass; well-fenced and subdivided into 7 paddocks; well-watered; 3 miles from good town; close to school, factory, etc.; will dairy 20 cows; 7-roomed house, and all other necessary outbuildings. Price, £26 per acre. £500 cash required.	[833, 722, 963, 792]
ad-text: WEDNESDAY, FEBRUARY 1st. At 2.15 p.m.	[285, 182, 415, 199]
ad-title: GENUINE UNRESERVED CLEARING SALE.	[302, 213, 398, 232]
advertisement	[148, 1306, 278, 1391]
ad-text: MESSRS J. CAHAN & SON, Pohonui, August 19, 1910.—We have been unable to find any live ticks after using the dip.	[148, 804, 278, 839]
